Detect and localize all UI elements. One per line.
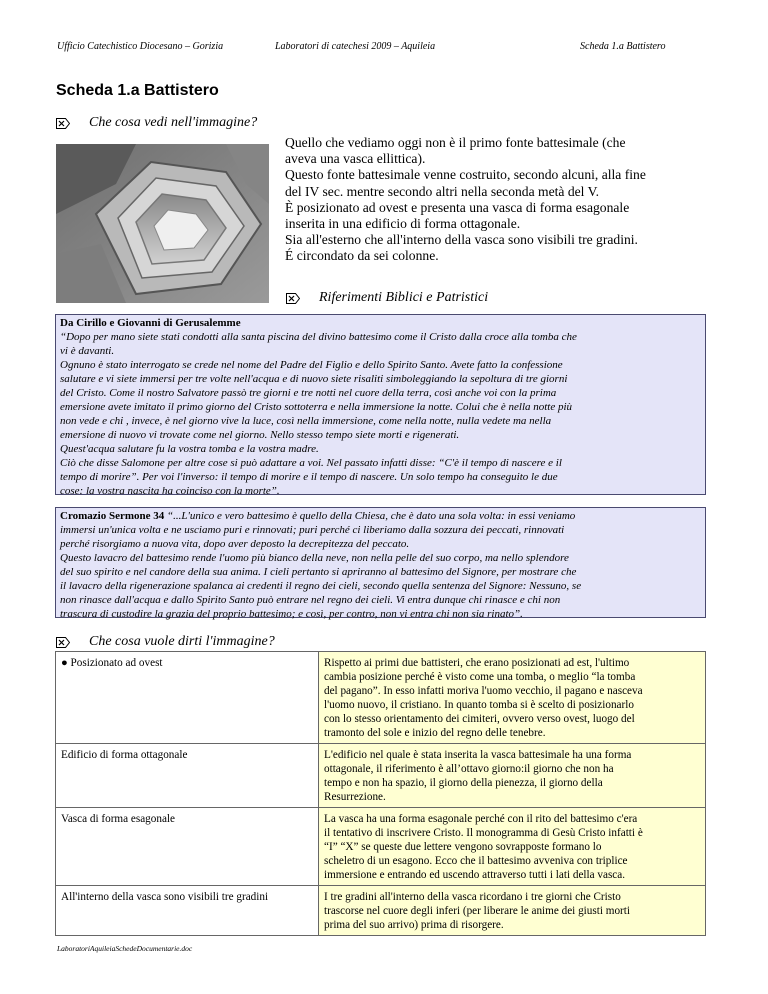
text-line: prima del suo arrivo) prima di risorgere. — [324, 919, 504, 931]
text-line: Questo fonte battesimale venne costruito, secondo alcuni, alla fine — [285, 167, 646, 183]
section-label: Che cosa vuole dirti l'immagine? — [89, 634, 275, 649]
footer-filename: LaboratoriAquileiaSchedeDocumentarie.doc — [57, 944, 193, 953]
section-label: Riferimenti Biblici e Patristici — [319, 290, 489, 305]
text-line: Ognuno è stato interrogato se crede nel nome del Padre del Figlio e dello Spirito Santo. Avete fatto la confessione — [60, 359, 563, 371]
hexagonal-font-image — [56, 144, 269, 303]
text-line: È posizionato ad ovest e presenta una vasca di forma esagonale — [285, 199, 630, 215]
quote-body — [60, 523, 701, 621]
text-line: del IV sec. mentre secondo altri nella seconda metà del V. — [285, 183, 600, 199]
section-heading-observe — [56, 115, 257, 131]
text-line: La vasca ha una forma esagonale perché con il rito del battesimo c'era — [324, 813, 638, 825]
meaning-cell — [319, 886, 706, 936]
text-line: ottagonale, il riferimento è all’ottavo giorno:il giorno che non ha — [324, 763, 614, 775]
arrow-box-icon — [56, 118, 70, 129]
text-line: Ciò che disse Salomone per altre cose si può adattare a voi. Nel passato infatti disse: “C'è il tempo di nascere e il — [60, 457, 562, 469]
baptistery-photo — [56, 144, 269, 303]
meaning-cell — [319, 744, 706, 808]
text-line: tempo e non ha spazio, il giorno della pienezza, il giorno della — [324, 777, 603, 789]
table-row — [56, 808, 706, 886]
section-heading-meaning — [56, 634, 275, 650]
feature-cell: ● Posizionato ad ovest — [56, 652, 319, 744]
text-line: emersione di nuovo vi trovate come nel giorno. Nello stesso tempo siete morti e rigenerati. — [60, 429, 460, 441]
text-line: Sia all'esterno che all'interno della vasca sono visibili tre gradini. — [285, 232, 638, 248]
text-line: non rinasce dall'acqua e dallo Spirito Santo può entrare nel regno dei cieli. Vi entra dunque chi rinasce e chi non — [60, 594, 561, 606]
arrow-box-icon — [286, 293, 300, 304]
quote-cromazio — [55, 507, 706, 618]
text-line: vi è davanti. — [60, 345, 115, 357]
page-title: Scheda 1.a Battistero — [56, 82, 219, 99]
text-line: il lavacro della rigenerazione spalanca ai credenti il regno dei cieli, secondo quella sentenza del Signore: Nessuno, se — [60, 580, 582, 592]
text-line: immersi un'unica volta e ne usciamo puri e rinnovati; puri perché ci liberiamo dalla sozzura dei peccati, rinnovati — [60, 524, 565, 536]
text-line: immersione e entrando ed uscendo attraverso tutti i lati della vasca. — [324, 869, 626, 881]
meaning-table — [55, 651, 706, 936]
header-left: Ufficio Catechistico Diocesano – Gorizia — [57, 41, 224, 52]
text-line: trascorse nel cuore degli inferi (per liberare le anime dei giusti morti — [324, 905, 630, 917]
table-row — [56, 744, 706, 808]
intro-text — [285, 135, 705, 265]
text-line: I tre gradini all'interno della vasca ricordano i tre giorni che Cristo — [324, 891, 621, 903]
header-right: Scheda 1.a Battistero — [580, 41, 666, 52]
quote-author: Cromazio Sermone 34 — [60, 510, 165, 522]
text-line: tempo di morire”. Per voi l'inverso: il tempo di morire e il tempo di nascere. Un solo tempo ha conseguito le due — [60, 471, 558, 483]
feature-cell: Edificio di forma ottagonale — [56, 744, 319, 808]
text-line: L'edificio nel quale è stata inserita la vasca battesimale ha una forma — [324, 749, 632, 761]
text-line: del suo spirito e nel candore della sua anima. I cieli pertanto si apriranno al battesimo del Signore, per mostrare che — [60, 566, 577, 578]
table-row — [56, 652, 706, 744]
meaning-cell — [319, 652, 706, 744]
text-line: il tentativo di inscrivere Cristo. Il monogramma di Gesù Cristo infatti è — [324, 827, 643, 839]
text-line: salutare e vi siete immersi per tre volte nell'acqua e di nuovo siete risaliti simboleggiando la sepoltura di tre giorni — [60, 373, 568, 385]
quote-cirillo — [55, 314, 706, 495]
section-label: Che cosa vedi nell'immagine? — [89, 115, 258, 130]
text-line: non vede e chi , invece, è nel giorno vive la luce, così nella immersione, come nella notte, nulla vedete ma nella — [60, 415, 552, 427]
text-line: Quello che vediamo oggi non è il primo fonte battesimale (che — [285, 135, 626, 150]
text-line: cambia posizione perché è visto come una tomba, o meglio “la tomba — [324, 671, 636, 683]
text-line: “I” “X” se queste due lettere vengono sovrapposte formano lo — [324, 841, 602, 853]
text-line: del pagano”. In esso infatti moriva l'uomo vecchio, il pagano e nasceva — [324, 685, 643, 697]
feature-cell: Vasca di forma esagonale — [56, 808, 319, 886]
text-line: perché risorgiamo a nuova vita, dopo aver deposto la decrepitezza del peccato. — [60, 538, 410, 550]
table-row — [56, 886, 706, 936]
text-line: l'uomo nuovo, il cristiano. In quanto tomba si è scelto di posizionarlo — [324, 699, 634, 711]
text-line: con lo stesso orientamento dei cimiteri, ovvero verso ovest, luogo del — [324, 713, 635, 725]
header-center: Laboratori di catechesi 2009 – Aquileia — [275, 41, 436, 52]
text-line: É circondato da sei colonne. — [285, 248, 439, 264]
text-line: Resurrezione. — [324, 791, 386, 803]
text-line: inserita in una edificio di forma ottagonale. — [285, 216, 521, 232]
section-heading-references — [286, 290, 488, 306]
arrow-box-icon — [56, 637, 70, 648]
text-line: cose: la vostra nascita ha coinciso con la morte”. — [60, 485, 280, 497]
text-line: emersione avete imitato il primo giorno del Cristo sottoterra e nella immersione la notte. Colui che è nella notte più — [60, 401, 573, 413]
quote-first-line: “...L'unico e vero battesimo è quello della Chiesa, che è dato una sola volta: in essi veniamo — [164, 510, 576, 522]
text-line: del Cristo. Come il nostro Salvatore passò tre giorni e tre notti nel cuore della terra, così anche voi con la prima — [60, 387, 557, 399]
quote-author: Da Cirillo e Giovanni di Gerusalemme — [60, 317, 241, 329]
text-line: Quest'acqua salutare fu la vostra tomba e la vostra madre. — [60, 443, 319, 455]
text-line: Questo lavacro del battesimo rende l'uomo più bianco della neve, non nella pelle del suo corpo, ma nello splendore — [60, 552, 569, 564]
text-line: “Dopo per mano siete stati condotti alla santa piscina del divino battesimo come il Cristo dalla croce alla tomba che — [60, 331, 577, 343]
quote-body — [60, 330, 701, 498]
meaning-cell — [319, 808, 706, 886]
text-line: aveva una vasca ellittica). — [285, 151, 426, 167]
text-line: trascura di custodire la grazia del proprio battesimo; e così, per contro, non vi entra chi non sia rinato”. — [60, 608, 523, 620]
text-line: Rispetto ai primi due battisteri, che erano posizionati ad est, l'ultimo — [324, 657, 630, 669]
feature-cell: All'interno della vasca sono visibili tre gradini — [56, 886, 319, 936]
text-line: scheletro di un esagono. Ecco che il battesimo avveniva con triplice — [324, 855, 628, 867]
text-line: tramonto del sole e inizio del regno delle tenebre. — [324, 727, 546, 739]
